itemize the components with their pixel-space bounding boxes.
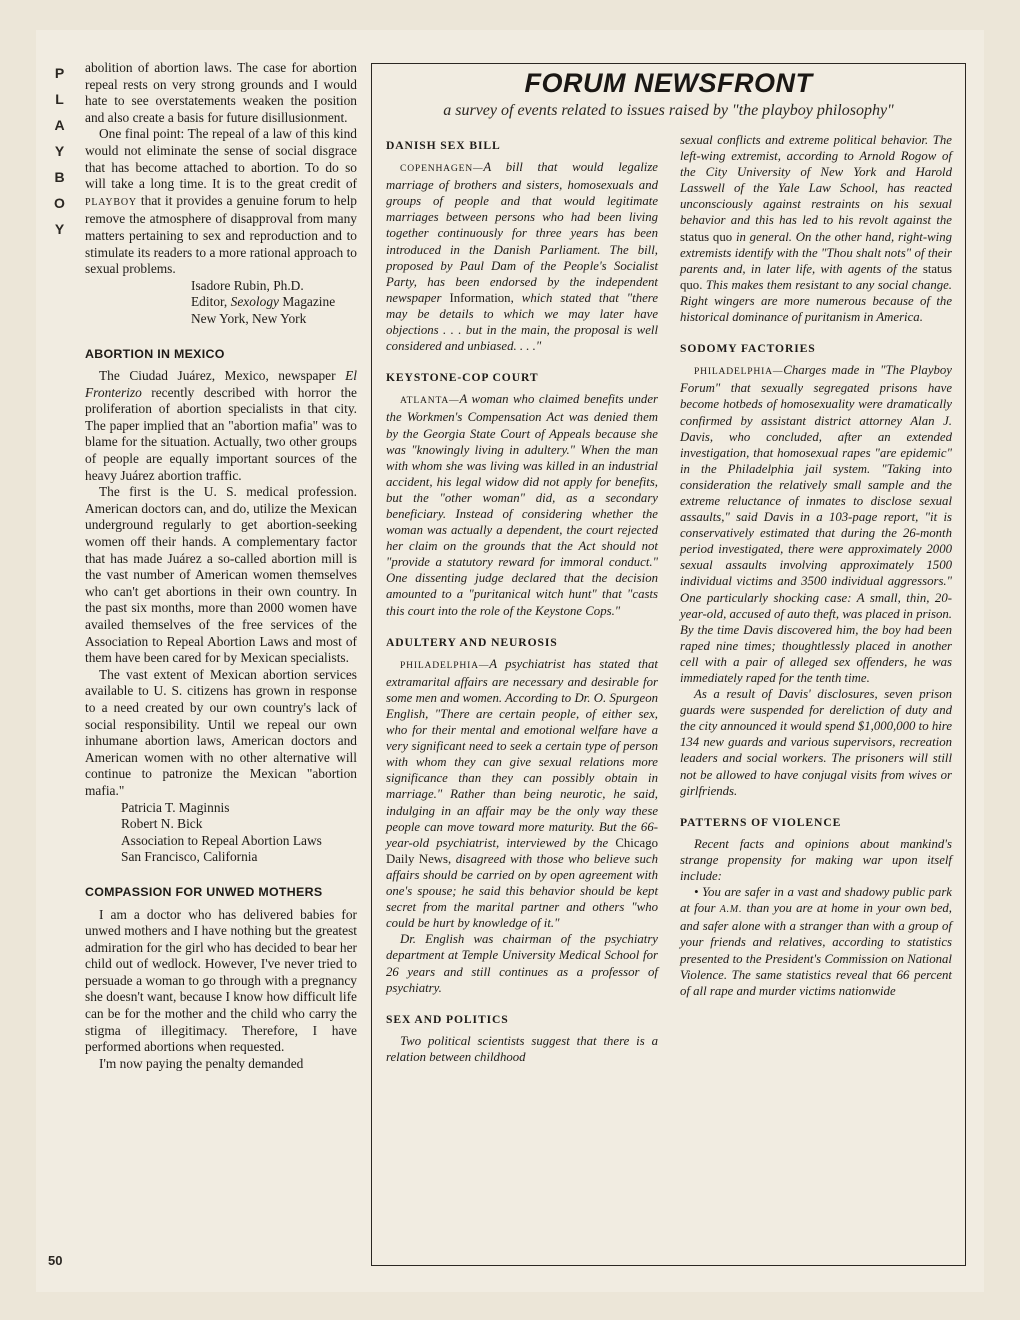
text-run: in general. On the other hand, right-wing extremists identify with the "Thou shalt nots" of their parents and, in later life, with agents of the bbox=[680, 229, 953, 276]
brand-name: PLAYBOY bbox=[85, 196, 137, 208]
text-run: A woman who claimed benefits under the Workmen's Compensation Act was denied them by the Georgia State Court of Appeals because she was "knowingly living in adultery." When the man with whom she was living was killed in an industrial accident, his legal widow did not apply for benefits, but the "other woman" did, as a secondary beneficiary. Instead of considering whether the woman was actually a dependent, the court rejected her claim on the grounds that the Act should not "provide a statutory reward for immoral conduct." One dissenting judge declared that the decision amounted to a "puritanical witch hunt" that "casts this court into the role of the Keystone Cops." bbox=[386, 392, 658, 618]
forum-title: FORUM NEWSFRONT bbox=[524, 68, 813, 98]
newspaper-name: El Fronterizo bbox=[85, 368, 357, 400]
masthead-letter: O bbox=[54, 195, 66, 211]
forum-column-right bbox=[680, 132, 952, 999]
signature-line: Association to Repeal Abortion Laws bbox=[121, 832, 322, 848]
section-heading: COMPASSION FOR UNWED MOTHERS bbox=[85, 884, 323, 899]
news-paragraph bbox=[386, 656, 658, 932]
signature-name: Isadore Rubin, Ph.D. bbox=[191, 277, 304, 293]
text-run: A bill that would legalize marriage of brothers and sisters, homosexuals and groups of people and that would legitimate marriages between persons who had been living together continuously for three years has been introduced in the Danish Parliament. The bill, proposed by Paul Dam of the People's Socialist Party, has been endorsed by the independent newspaper bbox=[386, 160, 658, 305]
page-number: 50 bbox=[48, 1253, 63, 1268]
news-paragraph: Dr. English was chairman of the psychiatry department at Temple University Medical School for 26 years and still continues as a professor of psychiatry. bbox=[386, 932, 658, 995]
text-run: which stated that "there may be details to which we may later have objections . . . but in the main, the proposal is well considered and unbiased. . . ." bbox=[386, 290, 658, 354]
dateline: PHILADELPHIA— bbox=[400, 659, 490, 671]
news-paragraph: As a result of Davis' disclosures, seven prison guards were suspended for dereliction of duty and the city announced it would spend $1,000,000 to hire 134 new guards and various supervisors, recreation leaders and social workers. The prisoners will still not be allowed to have conjugal visits from wives or girlfriends. bbox=[680, 687, 952, 798]
news-heading: ADULTERY AND NEUROSIS bbox=[386, 635, 558, 649]
signature-line: Robert N. Bick bbox=[121, 816, 203, 832]
news-heading: SODOMY FACTORIES bbox=[680, 342, 816, 356]
letter-paragraph: abolition of abortion laws. The case for abortion repeal rests on very strong grounds and I would hate to see overstatements weaken the position and also create a basis for future disillusionment. bbox=[85, 60, 357, 125]
letters-column bbox=[85, 60, 357, 1072]
dateline: PHILADELPHIA— bbox=[694, 366, 784, 378]
masthead-letter: Y bbox=[54, 221, 66, 237]
news-heading: SEX AND POLITICS bbox=[386, 1012, 509, 1026]
news-heading: DANISH SEX BILL bbox=[386, 139, 501, 152]
text-run: Magazine bbox=[282, 294, 336, 310]
letter-paragraph: I am a doctor who has delivered babies for unwed mothers and I have nothing but the greatest admiration for the girl who has decided to bear her child out of wedlock. However, I've never tried to persuade a woman to go through with a pregnancy she doesn't want, because I know how difficult life can be for the mother and the child who carry the stigma of illegitimacy. Therefore, I have performed abortions when requested. bbox=[85, 906, 357, 1055]
text-run: disagreed with those who believe such affairs should be carried on by open agreement with one's spouse; he said this behavior should be kept secret from the marital partner and others "who could be hurt by knowledge of it." bbox=[386, 851, 658, 931]
signature-place: New York, New York bbox=[191, 310, 307, 326]
masthead-letter: P bbox=[54, 65, 66, 81]
forum-subtitle: a survey of events related to issues raised by "the playboy philosophy" bbox=[443, 102, 894, 119]
text-run: The Ciudad Juárez, Mexico, newspaper bbox=[99, 368, 336, 384]
text-run: Editor, bbox=[191, 294, 228, 310]
vertical-masthead bbox=[52, 60, 68, 242]
news-paragraph: Two political scientists suggest that there is a relation between childhood bbox=[386, 1033, 658, 1064]
news-paragraph bbox=[386, 159, 658, 354]
forum-newsfront-box bbox=[371, 63, 966, 1266]
news-heading: PATTERNS OF VIOLENCE bbox=[680, 815, 842, 829]
dateline: ATLANTA— bbox=[400, 395, 460, 407]
text-run: that it provides a genuine forum to help remove the atmosphere of disapproval from many matters pertaining to sex and reproduction and to stimulate its readers to a more rational approach to sexual problems. bbox=[85, 192, 357, 277]
text-run: Charges made in "The Playboy Forum" that sexually segregated prisons have become hotbeds of homosexuality were dramatically confirmed by assistant district attorney Alan J. Davis, who concluded, after an extended investigation, that homosexual rapes "are epidemic" in the Philadelphia jail system. "Taking into consideration the relatively small sample and the extreme reluctance of inmates to disclose sexual assaults," said Davis in a 103-page report, "it is conservatively estimated that during the 26-month period investigated, there were approximately 2000 sexual assaults involving approximately 1500 individual victims and 3500 individual aggressors." One particularly shocking case: A small, thin, 20-year-old, accused of auto theft, was placed in prison. By the time Davis discovered him, the boy had been raped nine times; thoughtlessly placed in another cell with a pair of alleged sex offenders, he was immediately raped for the tenth time. bbox=[680, 363, 952, 685]
news-paragraph: Recent facts and opinions about mankind's strange propensity for making war upon itself include: bbox=[680, 836, 952, 884]
letter-paragraph bbox=[85, 126, 357, 277]
news-paragraph bbox=[680, 362, 952, 686]
letter-paragraph: I'm now paying the penalty demanded bbox=[99, 1055, 304, 1071]
masthead-letter: B bbox=[54, 169, 66, 185]
newspaper-name: Chicago Daily News, bbox=[386, 835, 658, 866]
text-run: This makes them resistant to any social change. Right wingers are more numerous because of the historical dominance of puritanism in America. bbox=[680, 277, 953, 325]
dateline: COPENHAGEN— bbox=[400, 163, 484, 175]
text-run: One final point: The repeal of a law of this kind would not eliminate the sense of social disgrace that has become attached to abortion. To do so will take a long time. It is to the great credit of bbox=[85, 126, 357, 192]
forum-column-left bbox=[386, 138, 658, 1065]
news-bullet bbox=[680, 884, 952, 999]
letter-paragraph: The vast extent of Mexican abortion services available to U. S. citizens has grown in response to a need created by our own country's lack of social responsibility. Until we repeal our own inhumane abortion laws, American doctors and American women with no other alternative will continue to patronize the Mexican "abortion mafia." bbox=[85, 666, 357, 798]
letter-paragraph: The first is the U. S. medical profession. American doctors can, and do, utilize the Mexican underground regularly to get abortion-seeking women off their hands. A complementary factor that has made Juárez a so-called abortion mill is the vast number of American women themselves who can't get abortions in their own country. In the past six months, more than 2000 women have availed themselves of the free services of the Association to Repeal Abortion Laws and most of them have been cared for by Mexican specialists. bbox=[85, 484, 357, 666]
news-paragraph bbox=[386, 391, 658, 618]
masthead-letter: Y bbox=[54, 143, 66, 159]
signature-line: San Francisco, California bbox=[121, 849, 258, 865]
text-run: recently described with horror the proliferation of abortion specialists in that city. The paper implied that an "abortion mafia" was to blame for the situation. Actually, two other groups of people are equally important sources of the heavy Juárez abortion traffic. bbox=[85, 384, 357, 483]
magazine-name: Sexology bbox=[230, 294, 279, 310]
time-abbreviation: A.M. bbox=[719, 904, 743, 916]
masthead-letter: A bbox=[54, 117, 66, 133]
text-run: A psychiatrist has stated that extramarital affairs are necessary and desirable for some men and women. According to Dr. O. Spurgeon English, "There are certain people, of either sex, who for their mental and emotional welfare have a very significant need to seek a certain type of person with whom they can give sexual relations more significance than they can possibly obtain in marriage." Rather than being neurotic, he said, indulging in an affair may be the only way these people can move toward more maturity. But the 66-year-old psychiatrist, interviewed by the bbox=[386, 656, 658, 850]
signature-title bbox=[85, 294, 357, 311]
section-heading: ABORTION IN MEXICO bbox=[85, 346, 225, 361]
text-run: sexual conflicts and extreme political behavior. The left-wing extremist, according to Arnold Rogow of the City University of New York and Harold Lasswell of the Yale Law School, has reacted unconsciously against restraints on his sexual behavior and this has led to his revolt against the bbox=[680, 133, 952, 228]
masthead-letter: L bbox=[55, 91, 65, 107]
news-heading: KEYSTONE-COP COURT bbox=[386, 371, 539, 385]
latin-phrase: status quo. bbox=[680, 261, 952, 292]
text-run: • You are safer in a vast and shadowy public park at four bbox=[680, 885, 952, 916]
news-paragraph bbox=[680, 132, 952, 325]
newspaper-name: Information, bbox=[449, 290, 514, 305]
text-run: than you are at home in your own bed, and safer alone with a stranger than with a group of your friends and relatives, according to statistics presented to the President's Commission on National Violence. The same statistics reveal that 66 percent of all rape and murder victims nationwide bbox=[680, 901, 952, 998]
latin-phrase: status quo bbox=[680, 229, 733, 244]
letter-paragraph bbox=[85, 368, 357, 484]
signature-line: Patricia T. Maginnis bbox=[121, 799, 230, 815]
